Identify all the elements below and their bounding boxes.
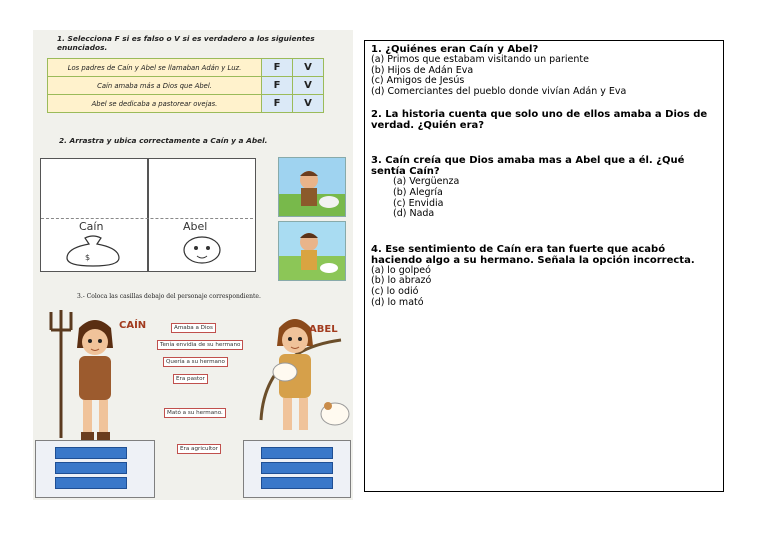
cain-slot-3[interactable]: [55, 477, 127, 489]
label-era-pastor[interactable]: Era pastor: [173, 374, 208, 384]
abel-slot-3[interactable]: [261, 477, 333, 489]
false-option-2[interactable]: F: [262, 77, 293, 95]
q3-option-b[interactable]: (b) Alegría: [393, 186, 443, 198]
money-bag-icon: [63, 234, 123, 268]
question-2-title: 2. La historia cuenta que solo uno de ellos amaba a Dios de verdad. ¿Quién era?: [371, 109, 708, 132]
true-option-3[interactable]: V: [293, 95, 324, 113]
name-abel: Abel: [183, 220, 208, 233]
table-row: [48, 77, 324, 95]
statement-1: Los padres de Caín y Abel se llamaban Adán y Luz.: [48, 59, 262, 77]
q4-option-b[interactable]: (b) lo abrazó: [371, 275, 432, 287]
q1-option-c[interactable]: (c) Amigos de Jesús: [371, 75, 465, 87]
abel-slot-2[interactable]: [261, 462, 333, 474]
question-3-title: 3. Caín creía que Dios amaba mas a Abel que a él. ¿Qué sentía Caín?: [371, 155, 685, 178]
q3-option-c[interactable]: (c) Envidia: [393, 197, 444, 209]
abel-shepherd-picture[interactable]: [278, 221, 346, 281]
true-option-1[interactable]: V: [293, 59, 324, 77]
q1-option-b[interactable]: (b) Hijos de Adán Eva: [371, 64, 474, 76]
table-row: [48, 95, 324, 113]
true-option-2[interactable]: V: [293, 77, 324, 95]
cain-slot-1[interactable]: [55, 447, 127, 459]
statement-2: Caín amaba más a Dios que Abel.: [48, 77, 262, 95]
label-queria-a-su-hermano[interactable]: Quería a su hermano: [163, 357, 228, 367]
table-row: [48, 59, 324, 77]
q3-option-d[interactable]: (d) Nada: [393, 208, 435, 220]
q1-option-d[interactable]: (d) Comerciantes del pueblo donde vivían Adán y Eva: [371, 85, 627, 97]
cain-character-illustration: [33, 308, 121, 444]
q4-option-c[interactable]: (c) lo odió: [371, 285, 419, 297]
question-4-title: 4. Ese sentimiento de Caín era tan fuerte que acabó haciendo algo a su hermano. Señala la opción incorrecta.: [371, 243, 695, 266]
questions-panel: [364, 40, 724, 492]
true-false-table: [47, 58, 324, 113]
instruction-2: 2. Arrastra y ubica correctamente a Caín y a Abel.: [59, 136, 268, 145]
instruction-3: 3.- Coloca las casillas debajo del personaje correspondiente.: [77, 293, 261, 300]
abel-title: ABEL: [309, 324, 338, 335]
false-option-1[interactable]: F: [262, 59, 293, 77]
svg-text:$: $: [85, 253, 91, 262]
false-option-3[interactable]: F: [262, 95, 293, 113]
q4-option-d[interactable]: (d) lo mató: [371, 296, 424, 308]
q3-option-a[interactable]: (a) Vergüenza: [393, 176, 460, 188]
q4-option-a[interactable]: (a) lo golpeó: [371, 264, 431, 276]
label-tenia-envidia[interactable]: Tenía envidia de su hermano: [157, 340, 243, 350]
cain-farmer-picture[interactable]: [278, 157, 346, 217]
label-mato-a-su-hermano[interactable]: Mató a su hermano.: [164, 408, 226, 418]
sheep-icon: [177, 232, 227, 268]
statement-3: Abel se dedicaba a pastorear ovejas.: [48, 95, 262, 113]
question-1-title: 1. ¿Quiénes eran Caín y Abel?: [371, 44, 539, 55]
cain-slot-2[interactable]: [55, 462, 127, 474]
name-cain: Caín: [79, 220, 104, 233]
worksheet-image: [33, 30, 353, 500]
abel-slot-1[interactable]: [261, 447, 333, 459]
label-amaba-a-dios[interactable]: Amaba a Dios: [171, 323, 216, 333]
label-era-agricultor[interactable]: Era agricultor: [177, 444, 221, 454]
divider: [41, 218, 253, 219]
instruction-1: 1. Selecciona F si es falso o V si es verdadero a los siguientes enunciados.: [57, 34, 315, 52]
cain-title: CAÍN: [119, 320, 147, 331]
q1-option-a[interactable]: (a) Primos que estabam visitando un pariente: [371, 54, 589, 65]
